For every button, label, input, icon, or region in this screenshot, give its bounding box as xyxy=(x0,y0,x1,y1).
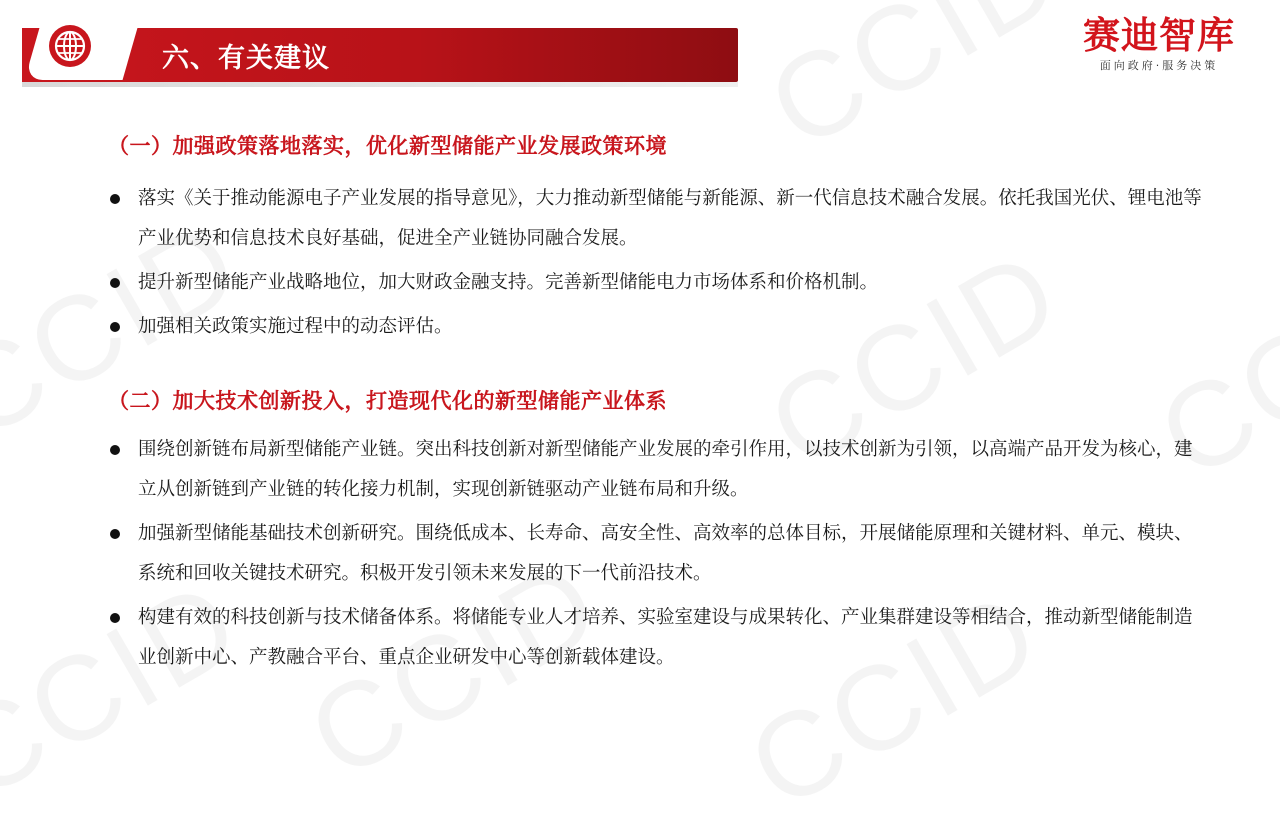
bullet-text: 构建有效的科技创新与技术储备体系。将储能专业人才培养、实验室建设与成果转化、产业集群建设等相结合，推动新型储能制造业创新中心、产教融合平台、重点企业研发中心等创新载体建设。 xyxy=(138,607,1193,668)
section-title: （一）加强政策落地落实，优化新型储能产业发展政策环境 xyxy=(108,134,667,158)
bullet-dot-icon xyxy=(110,278,120,288)
logo-tagline: 面向政府·服务决策 xyxy=(1099,59,1219,72)
bullet-dot-icon xyxy=(110,613,120,623)
list-item xyxy=(108,430,1208,510)
globe-icon xyxy=(48,24,92,68)
bullet-dot-icon xyxy=(110,445,120,455)
bullet-list xyxy=(108,430,1208,682)
page-title: 六、有关建议 xyxy=(162,43,330,74)
bullet-text: 落实《关于推动能源电子产业发展的指导意见》，大力推动新型储能与新能源、新一代信息技术融合发展。依托我国光伏、锂电池等产业优势和信息技术良好基础，促进全产业链协同融合发展。 xyxy=(138,188,1202,249)
bullet-list xyxy=(108,179,1208,351)
list-item xyxy=(108,307,1208,347)
list-item xyxy=(108,179,1208,259)
bullet-text: 加强相关政策实施过程中的动态评估。 xyxy=(138,316,453,337)
bullet-dot-icon xyxy=(110,529,120,539)
list-item xyxy=(108,514,1208,594)
bullet-text: 围绕创新链布局新型储能产业链。突出科技创新对新型储能产业发展的牵引作用，以技术创新为引领，以高端产品开发为核心，建立从创新链到产业链的转化接力机制，实现创新链驱动产业链布局和升级。 xyxy=(138,439,1193,500)
logo xyxy=(1074,16,1244,73)
section-title: （二）加大技术创新投入，打造现代化的新型储能产业体系 xyxy=(108,389,667,413)
bullet-dot-icon xyxy=(110,322,120,332)
bullet-dot-icon xyxy=(110,194,120,204)
list-item xyxy=(108,263,1208,303)
logo-name: 赛迪智库 xyxy=(1083,14,1235,57)
bullet-text: 加强新型储能基础技术创新研究。围绕低成本、长寿命、高安全性、高效率的总体目标，开展储能原理和关键材料、单元、模块、系统和回收关键技术研究。积极开发引领未来发展的下一代前沿技术。 xyxy=(138,523,1193,584)
watermark xyxy=(746,0,1083,176)
list-item xyxy=(108,598,1208,678)
bullet-text: 提升新型储能产业战略地位，加大财政金融支持。完善新型储能电力市场体系和价格机制。 xyxy=(138,272,879,293)
